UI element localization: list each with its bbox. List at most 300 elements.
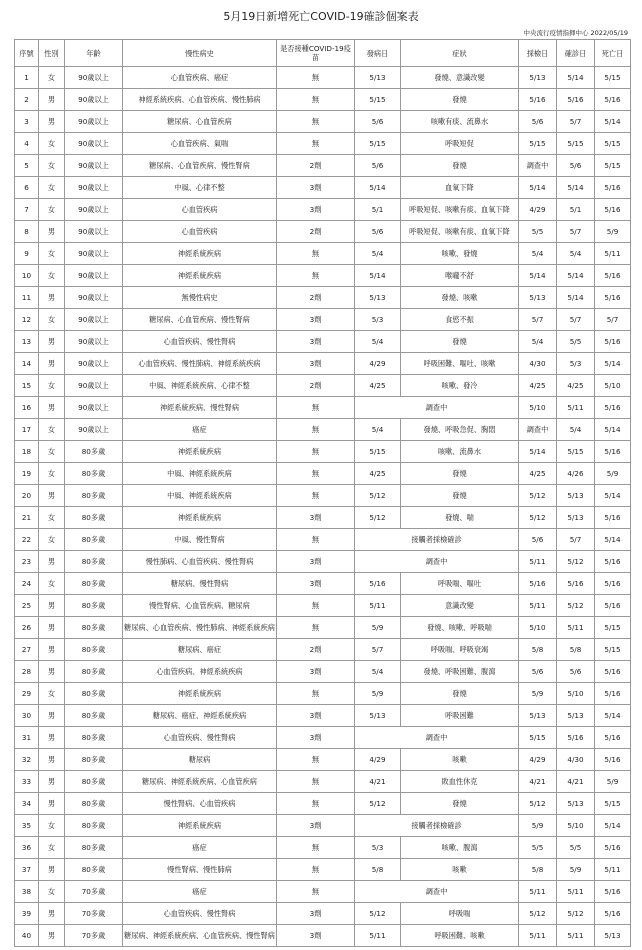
table-cell: 5/16 <box>519 573 557 595</box>
table-cell: 5/16 <box>595 89 631 111</box>
table-cell: 呼吸困難 <box>401 705 519 727</box>
table-cell: 5/16 <box>595 199 631 221</box>
table-row <box>15 375 631 397</box>
table-cell: 男 <box>39 485 65 507</box>
table-cell: 咳嗽、流鼻水 <box>401 441 519 463</box>
table-cell: 男 <box>39 287 65 309</box>
table-cell: 3劑 <box>277 353 355 375</box>
table-cell: 39 <box>15 903 39 925</box>
table-cell: 女 <box>39 507 65 529</box>
table-cell: 發燒 <box>401 89 519 111</box>
table-cell: 無 <box>277 67 355 89</box>
table-cell: 5/11 <box>519 551 557 573</box>
table-cell: 80多歲 <box>65 507 123 529</box>
table-cell: 5/5 <box>557 837 595 859</box>
table-cell: 中風、慢性腎病 <box>123 529 277 551</box>
table-cell: 80多歲 <box>65 793 123 815</box>
header-cell: 性別 <box>39 40 65 67</box>
table-cell: 70多歲 <box>65 903 123 925</box>
table-cell: 神經系統疾病 <box>123 507 277 529</box>
table-cell: 4/25 <box>519 375 557 397</box>
table-cell: 3劑 <box>277 815 355 837</box>
table-cell: 5/4 <box>519 243 557 265</box>
table-cell: 12 <box>15 309 39 331</box>
table-cell: 5/14 <box>355 265 401 287</box>
table-cell: 90歲以上 <box>65 375 123 397</box>
table-cell: 5/7 <box>557 529 595 551</box>
table-cell: 男 <box>39 903 65 925</box>
table-cell: 40 <box>15 925 39 947</box>
table-cell: 女 <box>39 573 65 595</box>
table-cell: 咳嗽、發冷 <box>401 375 519 397</box>
table-cell: 糖尿病、心血管疾病、慢性腎病 <box>123 155 277 177</box>
table-cell: 無 <box>277 463 355 485</box>
table-cell: 5/14 <box>557 177 595 199</box>
table-cell: 4/25 <box>557 375 595 397</box>
table-cell: 5/7 <box>557 221 595 243</box>
table-cell: 70多歲 <box>65 881 123 903</box>
table-cell: 無 <box>277 749 355 771</box>
table-cell: 5/14 <box>519 265 557 287</box>
table-cell: 5/7 <box>519 309 557 331</box>
table-cell: 男 <box>39 397 65 419</box>
table-cell: 4/21 <box>557 771 595 793</box>
table-cell: 5/4 <box>355 419 401 441</box>
table-cell: 發燒、呼吸困難、腹瀉 <box>401 661 519 683</box>
table-cell: 5/6 <box>355 221 401 243</box>
table-cell: 5/8 <box>355 859 401 881</box>
table-row <box>15 155 631 177</box>
table-cell: 5/5 <box>519 837 557 859</box>
table-body <box>15 67 631 947</box>
table-cell: 無 <box>277 837 355 859</box>
table-cell: 5/9 <box>595 463 631 485</box>
table-cell: 5/12 <box>519 903 557 925</box>
table-cell: 5/14 <box>519 441 557 463</box>
table-cell: 男 <box>39 705 65 727</box>
table-cell: 5/16 <box>595 331 631 353</box>
table-cell: 32 <box>15 749 39 771</box>
table-cell: 咳嗽有痰、流鼻水 <box>401 111 519 133</box>
table-cell: 80多歲 <box>65 661 123 683</box>
table-cell: 30 <box>15 705 39 727</box>
table-cell: 21 <box>15 507 39 529</box>
header-cell: 年齡 <box>65 40 123 67</box>
table-cell: 5/16 <box>595 441 631 463</box>
table-cell: 3 <box>15 111 39 133</box>
table-cell: 20 <box>15 485 39 507</box>
table-cell: 無慢性病史 <box>123 287 277 309</box>
header-cell: 是否接種COVID-19疫苗 <box>277 40 355 67</box>
table-cell: 4/29 <box>355 353 401 375</box>
table-cell: 呼吸困難、咳嗽 <box>401 925 519 947</box>
table-cell: 女 <box>39 309 65 331</box>
table-cell: 3劑 <box>277 903 355 925</box>
table-cell: 5/6 <box>355 155 401 177</box>
table-cell: 癌症 <box>123 837 277 859</box>
table-cell: 4/29 <box>355 749 401 771</box>
table-row <box>15 67 631 89</box>
table-cell: 5/7 <box>595 309 631 331</box>
table-cell: 5/15 <box>595 639 631 661</box>
table-cell: 5/11 <box>557 881 595 903</box>
table-row <box>15 199 631 221</box>
table-cell: 36 <box>15 837 39 859</box>
table-cell: 25 <box>15 595 39 617</box>
table-cell: 18 <box>15 441 39 463</box>
table-cell: 4/25 <box>355 463 401 485</box>
table-cell: 5 <box>15 155 39 177</box>
table-cell: 27 <box>15 639 39 661</box>
table-cell: 1 <box>15 67 39 89</box>
table-cell: 5/1 <box>355 199 401 221</box>
table-cell: 5/13 <box>355 287 401 309</box>
table-cell: 慢性肺病、心血管疾病、慢性腎病 <box>123 551 277 573</box>
table-cell: 23 <box>15 551 39 573</box>
table-row <box>15 595 631 617</box>
table-row <box>15 771 631 793</box>
table-cell: 癌症 <box>123 419 277 441</box>
table-cell: 糖尿病、心血管疾病 <box>123 111 277 133</box>
table-cell: 5/10 <box>519 397 557 419</box>
table-cell: 女 <box>39 243 65 265</box>
table-cell: 4/21 <box>355 771 401 793</box>
table-cell: 5/16 <box>595 683 631 705</box>
table-cell: 5/7 <box>355 639 401 661</box>
table-cell: 5/9 <box>595 771 631 793</box>
table-row <box>15 837 631 859</box>
table-cell: 5/13 <box>557 485 595 507</box>
table-row <box>15 551 631 573</box>
table-cell: 80多歲 <box>65 639 123 661</box>
table-cell: 3劑 <box>277 705 355 727</box>
table-cell: 5/8 <box>519 859 557 881</box>
table-cell: 80多歲 <box>65 463 123 485</box>
table-cell: 呼吸喘、呼吸衰竭 <box>401 639 519 661</box>
table-cell: 女 <box>39 441 65 463</box>
table-cell: 男 <box>39 661 65 683</box>
table-cell: 5/12 <box>355 793 401 815</box>
table-cell: 男 <box>39 859 65 881</box>
table-cell: 神經系統疾病 <box>123 441 277 463</box>
table-cell: 神經系統疾病、心血管疾病、慢性肺病 <box>123 89 277 111</box>
table-cell: 心血管疾病、慢性肺病、神經系統疾病 <box>123 353 277 375</box>
table-cell: 5/5 <box>557 331 595 353</box>
table-cell: 5/13 <box>557 507 595 529</box>
table-cell: 接觸者採檢確診 <box>355 815 519 837</box>
header-cell: 序號 <box>15 40 39 67</box>
table-cell: 5/14 <box>519 177 557 199</box>
table-cell: 男 <box>39 331 65 353</box>
table-row <box>15 243 631 265</box>
table-cell: 5/4 <box>355 661 401 683</box>
table-cell: 80多歲 <box>65 727 123 749</box>
table-cell: 糖尿病、心血管疾病、慢性腎病 <box>123 309 277 331</box>
table-cell: 心血管疾病、慢性腎病 <box>123 727 277 749</box>
table-cell: 發燒、咳嗽、呼吸喘 <box>401 617 519 639</box>
table-cell: 4/21 <box>519 771 557 793</box>
table-cell: 4/25 <box>355 375 401 397</box>
table-cell: 17 <box>15 419 39 441</box>
table-cell: 5/16 <box>595 573 631 595</box>
table-cell: 5/14 <box>595 485 631 507</box>
table-cell: 女 <box>39 529 65 551</box>
table-cell: 80多歲 <box>65 529 123 551</box>
table-cell: 中風、神經系統疾病 <box>123 485 277 507</box>
table-cell: 3劑 <box>277 177 355 199</box>
table-cell: 5/11 <box>557 617 595 639</box>
table-cell: 7 <box>15 199 39 221</box>
table-cell: 慢性腎病、慢性肺病 <box>123 859 277 881</box>
table-row <box>15 177 631 199</box>
table-cell: 敗血性休克 <box>401 771 519 793</box>
table-cell: 男 <box>39 639 65 661</box>
table-cell: 90歲以上 <box>65 89 123 111</box>
table-cell: 5/14 <box>557 265 595 287</box>
table-cell: 5/16 <box>595 397 631 419</box>
table-cell: 無 <box>277 617 355 639</box>
table-cell: 糖尿病、心血管疾病、慢性肺病、神經系統疾病 <box>123 617 277 639</box>
table-cell: 80多歲 <box>65 441 123 463</box>
header-cell: 死亡日 <box>595 40 631 67</box>
table-header-row <box>15 40 631 67</box>
table-cell: 5/11 <box>519 925 557 947</box>
table-cell: 食慾不振 <box>401 309 519 331</box>
table-cell: 發燒、咳嗽 <box>401 287 519 309</box>
table-cell: 5/16 <box>595 507 631 529</box>
table-cell: 90歲以上 <box>65 243 123 265</box>
table-cell: 5/11 <box>595 859 631 881</box>
table-cell: 女 <box>39 419 65 441</box>
table-cell: 2劑 <box>277 639 355 661</box>
table-row <box>15 749 631 771</box>
table-cell: 90歲以上 <box>65 111 123 133</box>
table-cell: 神經系統疾病 <box>123 243 277 265</box>
table-cell: 5/15 <box>519 133 557 155</box>
table-cell: 3劑 <box>277 727 355 749</box>
table-cell: 5/6 <box>519 661 557 683</box>
table-cell: 無 <box>277 683 355 705</box>
table-cell: 5/15 <box>355 441 401 463</box>
table-cell: 80多歲 <box>65 595 123 617</box>
table-cell: 咳嗽、發燒 <box>401 243 519 265</box>
table-cell: 無 <box>277 419 355 441</box>
header-cell: 確診日 <box>557 40 595 67</box>
table-cell: 癌症 <box>123 881 277 903</box>
table-cell: 24 <box>15 573 39 595</box>
table-cell: 5/3 <box>355 837 401 859</box>
header-cell: 採檢日 <box>519 40 557 67</box>
table-row <box>15 815 631 837</box>
table-cell: 5/13 <box>519 705 557 727</box>
table-cell: 發燒 <box>401 683 519 705</box>
table-row <box>15 221 631 243</box>
table-cell: 5/8 <box>557 639 595 661</box>
table-cell: 男 <box>39 89 65 111</box>
table-cell: 女 <box>39 881 65 903</box>
table-cell: 5/16 <box>519 89 557 111</box>
table-cell: 5/15 <box>355 89 401 111</box>
table-cell: 5/14 <box>557 67 595 89</box>
table-cell: 5/13 <box>557 793 595 815</box>
table-cell: 90歲以上 <box>65 199 123 221</box>
table-cell: 5/6 <box>519 111 557 133</box>
table-cell: 中風、心律不整 <box>123 177 277 199</box>
table-row <box>15 903 631 925</box>
table-cell: 神經系統疾病 <box>123 815 277 837</box>
table-cell: 意識改變 <box>401 595 519 617</box>
cases-table <box>14 39 631 947</box>
header-cell: 慢性病史 <box>123 40 277 67</box>
table-row <box>15 661 631 683</box>
header-cell: 發病日 <box>355 40 401 67</box>
table-cell: 5/14 <box>355 177 401 199</box>
table-cell: 90歲以上 <box>65 67 123 89</box>
table-cell: 90歲以上 <box>65 265 123 287</box>
table-row <box>15 111 631 133</box>
table-cell: 3劑 <box>277 551 355 573</box>
table-row <box>15 881 631 903</box>
table-cell: 4/25 <box>519 463 557 485</box>
table-cell: 80多歲 <box>65 617 123 639</box>
table-cell: 31 <box>15 727 39 749</box>
table-cell: 無 <box>277 265 355 287</box>
table-cell: 5/9 <box>355 683 401 705</box>
table-cell: 5/15 <box>595 155 631 177</box>
table-cell: 女 <box>39 815 65 837</box>
table-cell: 5/1 <box>557 199 595 221</box>
table-cell: 5/16 <box>595 551 631 573</box>
source-line: 中央流行疫情指揮中心 2022/05/19 <box>523 29 628 37</box>
table-row <box>15 705 631 727</box>
table-cell: 3劑 <box>277 199 355 221</box>
table-cell: 4/30 <box>519 353 557 375</box>
table-row <box>15 353 631 375</box>
table-cell: 女 <box>39 375 65 397</box>
table-cell: 5/16 <box>595 287 631 309</box>
table-cell: 4/30 <box>557 749 595 771</box>
table-cell: 心血管疾病、慢性腎病 <box>123 903 277 925</box>
table-cell: 慢性腎病、心血管疾病 <box>123 793 277 815</box>
table-cell: 呼吸短促、咳嗽有痰、血氧下降 <box>401 221 519 243</box>
table-cell: 咳嗽、腹瀉 <box>401 837 519 859</box>
table-cell: 神經系統疾病 <box>123 265 277 287</box>
table-cell: 5/12 <box>557 595 595 617</box>
table-cell: 5/16 <box>595 749 631 771</box>
table-cell: 5/10 <box>557 815 595 837</box>
table-row <box>15 859 631 881</box>
table-cell: 5/14 <box>595 815 631 837</box>
table-cell: 5/10 <box>519 617 557 639</box>
table-cell: 34 <box>15 793 39 815</box>
table-cell: 5/16 <box>595 903 631 925</box>
table-row <box>15 309 631 331</box>
table-cell: 無 <box>277 111 355 133</box>
table-cell: 心血管疾病、慢性腎病 <box>123 331 277 353</box>
table-cell: 10 <box>15 265 39 287</box>
table-cell: 發燒 <box>401 331 519 353</box>
table-cell: 咳嗽 <box>401 859 519 881</box>
table-cell: 發燒 <box>401 793 519 815</box>
table-cell: 37 <box>15 859 39 881</box>
table-cell: 4 <box>15 133 39 155</box>
table-cell: 無 <box>277 595 355 617</box>
table-cell: 5/16 <box>595 265 631 287</box>
table-cell: 8 <box>15 221 39 243</box>
table-cell: 男 <box>39 617 65 639</box>
table-cell: 男 <box>39 551 65 573</box>
table-cell: 5/7 <box>557 309 595 331</box>
table-cell: 調查中 <box>519 155 557 177</box>
table-row <box>15 617 631 639</box>
table-cell: 發燒 <box>401 485 519 507</box>
table-cell: 5/13 <box>519 287 557 309</box>
table-cell: 5/16 <box>557 89 595 111</box>
table-cell: 無 <box>277 529 355 551</box>
table-cell: 糖尿病、神經系統疾病、心血管疾病、慢性腎病 <box>123 925 277 947</box>
table-cell: 5/13 <box>595 925 631 947</box>
table-cell: 發燒、意識改變 <box>401 67 519 89</box>
table-cell: 4/29 <box>519 199 557 221</box>
table-cell: 心血管疾病、癌症 <box>123 67 277 89</box>
table-cell: 80多歲 <box>65 837 123 859</box>
table-cell: 5/16 <box>355 573 401 595</box>
table-cell: 5/4 <box>557 419 595 441</box>
table-cell: 5/11 <box>519 881 557 903</box>
table-cell: 血氧下降 <box>401 177 519 199</box>
table-cell: 2 <box>15 89 39 111</box>
table-cell: 發燒 <box>401 155 519 177</box>
table-cell: 11 <box>15 287 39 309</box>
table-cell: 女 <box>39 463 65 485</box>
table-cell: 5/14 <box>557 287 595 309</box>
table-cell: 90歲以上 <box>65 309 123 331</box>
table-cell: 5/6 <box>355 111 401 133</box>
table-cell: 5/12 <box>519 507 557 529</box>
table-cell: 15 <box>15 375 39 397</box>
table-cell: 3劑 <box>277 573 355 595</box>
table-cell: 5/8 <box>519 639 557 661</box>
page-title: 5月19日新增死亡COVID-19確診個案表 <box>223 10 419 23</box>
table-cell: 5/4 <box>557 243 595 265</box>
table-cell: 35 <box>15 815 39 837</box>
table-cell: 5/12 <box>557 551 595 573</box>
table-cell: 80多歲 <box>65 573 123 595</box>
table-cell: 男 <box>39 221 65 243</box>
table-cell: 90歲以上 <box>65 353 123 375</box>
table-cell: 4/26 <box>557 463 595 485</box>
table-cell: 5/16 <box>595 837 631 859</box>
table-cell: 呼吸短促、咳嗽有痰、血氧下降 <box>401 199 519 221</box>
table-cell: 5/14 <box>595 419 631 441</box>
table-row <box>15 463 631 485</box>
table-cell: 3劑 <box>277 507 355 529</box>
table-cell: 2劑 <box>277 375 355 397</box>
table-cell: 5/12 <box>519 793 557 815</box>
table-cell: 5/11 <box>519 595 557 617</box>
table-cell: 男 <box>39 925 65 947</box>
table-cell: 心血管疾病、神經系統疾病 <box>123 661 277 683</box>
table-cell: 80多歲 <box>65 771 123 793</box>
table-cell: 5/9 <box>557 859 595 881</box>
table-cell: 男 <box>39 749 65 771</box>
table-cell: 心血管疾病、氣喘 <box>123 133 277 155</box>
table-row <box>15 133 631 155</box>
table-cell: 女 <box>39 265 65 287</box>
table-cell: 2劑 <box>277 287 355 309</box>
table-cell: 13 <box>15 331 39 353</box>
table-cell: 女 <box>39 155 65 177</box>
